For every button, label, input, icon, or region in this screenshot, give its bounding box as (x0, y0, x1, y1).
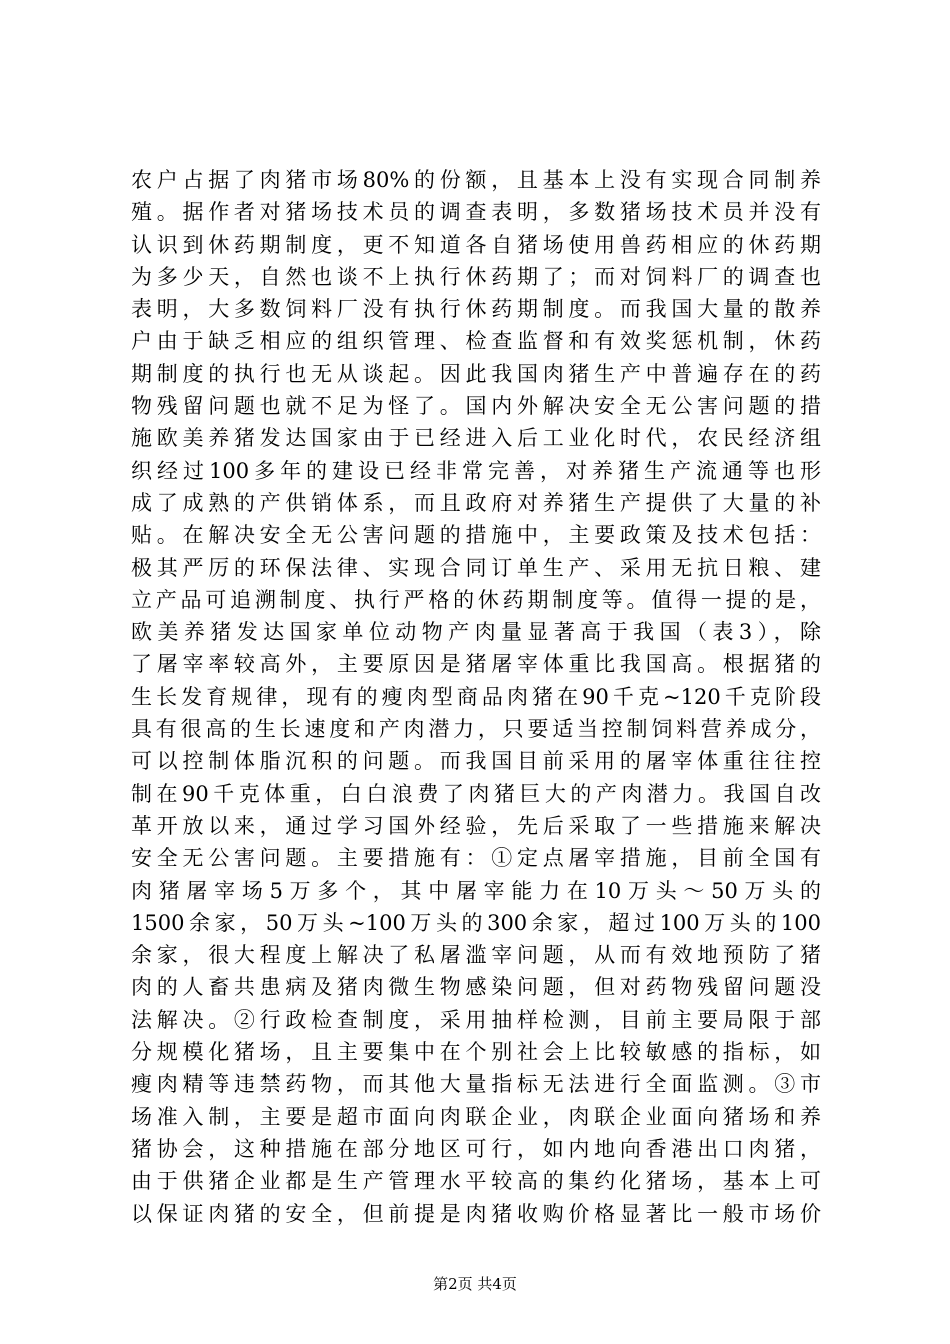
text-line: 革开放以来，通过学习国外经验，先后采取了一些措施来解决 (131, 813, 821, 838)
text-line: 贴。在解决安全无公害问题的措施中，主要政策及技术包括： (131, 523, 821, 548)
text-line: 肉猪屠宰场5万多个，其中屠宰能力在10万头～50万头的 (131, 878, 821, 903)
text-line: 具有很高的生长速度和产肉潜力，只要适当控制饲料营养成分， (131, 717, 821, 742)
text-line: 织经过100多年的建设已经非常完善，对养猪生产流通等也形 (131, 458, 821, 483)
text-line: 殖。据作者对猪场技术员的调查表明，多数猪场技术员并没有 (131, 200, 821, 225)
text-line: 户由于缺乏相应的组织管理、检查监督和有效奖惩机制，休药 (131, 329, 821, 354)
text-line: 可以控制体脂沉积的问题。而我国目前采用的屠宰体重往往控 (131, 749, 821, 774)
page-footer (0, 1274, 950, 1294)
text-line: 农户占据了肉猪市场80%的份额，且基本上没有实现合同制养 (131, 168, 821, 192)
text-line: 物残留问题也就不足为怪了。国内外解决安全无公害问题的措 (131, 394, 821, 419)
text-line: 余家，很大程度上解决了私屠滥宰问题，从而有效地预防了猪 (131, 943, 821, 968)
text-line: 法解决。②行政检查制度，采用抽样检测，目前主要局限于部 (131, 1007, 821, 1032)
text-line: 猪协会，这种措施在部分地区可行，如内地向香港出口肉猪， (131, 1136, 821, 1161)
text-line: 期制度的执行也无从谈起。因此我国肉猪生产中普遍存在的药 (131, 361, 821, 386)
text-line: 制在90千克体重，白白浪费了肉猪巨大的产肉潜力。我国自改 (131, 781, 821, 806)
text-line: 成了成熟的产供销体系，而且政府对养猪生产提供了大量的补 (131, 490, 821, 515)
page-number-label: 第2页 共4页 (433, 1275, 517, 1293)
text-line: 1500余家，50万头~100万头的300余家，超过100万头的100 (131, 910, 821, 935)
text-line: 以保证肉猪的安全，但前提是肉猪收购价格显著比一般市场价 (131, 1201, 821, 1226)
text-line: 场准入制，主要是超市面向肉联企业，肉联企业面向猪场和养 (131, 1104, 821, 1129)
text-line: 了屠宰率较高外，主要原因是猪屠宰体重比我国高。根据猪的 (131, 652, 821, 677)
text-line: 由于供猪企业都是生产管理水平较高的集约化猪场，基本上可 (131, 1169, 821, 1194)
text-line: 极其严厉的环保法律、实现合同订单生产、采用无抗日粮、建 (131, 555, 821, 580)
text-line: 为多少天，自然也谈不上执行休药期了；而对饲料厂的调查也 (131, 264, 821, 289)
text-line: 表明，大多数饲料厂没有执行休药期制度。而我国大量的散养 (131, 297, 821, 322)
text-line: 安全无公害问题。主要措施有：①定点屠宰措施，目前全国有 (131, 846, 821, 871)
text-line: 立产品可追溯制度、执行严格的休药期制度等。值得一提的是， (131, 587, 821, 612)
text-line: 认识到休药期制度，更不知道各自猪场使用兽药相应的休药期 (131, 232, 821, 257)
body-text (131, 164, 821, 1230)
text-line: 分规模化猪场，且主要集中在个别社会上比较敏感的指标，如 (131, 1040, 821, 1065)
text-line: 肉的人畜共患病及猪肉微生物感染问题，但对药物残留问题没 (131, 975, 821, 1000)
text-line: 瘦肉精等违禁药物，而其他大量指标无法进行全面监测。③市 (131, 1072, 821, 1097)
text-line: 生长发育规律，现有的瘦肉型商品肉猪在90千克~120千克阶段 (131, 684, 821, 709)
text-line: 欧美养猪发达国家单位动物产肉量显著高于我国（表3），除 (131, 620, 821, 645)
text-line: 施欧美养猪发达国家由于已经进入后工业化时代，农民经济组 (131, 426, 821, 451)
